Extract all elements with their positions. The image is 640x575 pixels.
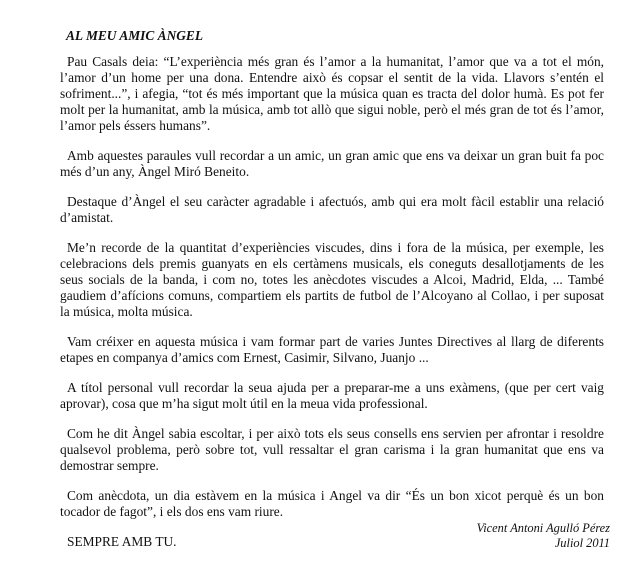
closing-line: SEMPRE AMB TU. <box>67 534 177 549</box>
paragraph-experiences: Me’n recorde de la quantitat d’experiències viscudes, dins i fora de la música, per exemple, les celebracions dels premis guanyats en els certàmens musicals, els coneguts desallotjaments de les seus socials de la banda, i com no, totes les anècdotes viscudes a Alcoi, Madrid, Elda, ... També gaudiem d’afícions comuns, compartiem els partits de futbol de l’Alcoyano al Collao, i per suposat la música, molta música. <box>60 240 604 319</box>
paragraph-anecdote: Com anècdota, un dia estàvem en la música i Angel va dir “És un bon xicot perquè és un bon tocador de fagot”, i els dos ens vam riure. <box>60 488 604 519</box>
paragraph-pau-casals-quote: Pau Casals deia: “L’experiència més gran és l’amor a la humanitat, l’amor que va a tot el món, l’amor d’un home per una dona. Entendre això és copsar el sentit de la vida. Llavors s’entén el sofriment...”, i afegia, “tot és més important que la música quan es tracta del dolor humà. Es pot fer molt per la humanitat, amb la música, amb tot allò que sigui noble, però el més gran de tot és l’amor, l’amor pels éssers humans”. <box>60 54 604 133</box>
paragraph-remembering-friend: Amb aquestes paraules vull recordar a un amic, un gran amic que ens va deixar un gran buit fa poc més d’un any, Àngel Miró Beneito. <box>60 148 604 179</box>
paragraph-character: Destaque d’Àngel el seu caràcter agradable i afectuós, amb qui era molt fàcil establir una relació d’amistat. <box>60 194 604 225</box>
paragraph-growing-up: Vam créixer en aquesta música i vam formar part de varies Juntes Directives al llarg de diferents etapes en companya d’amics com Ernest, Casimir, Silvano, Juanjo ... <box>60 334 604 365</box>
signature-name: Vicent Antoni Agulló Pérez <box>476 521 610 535</box>
signature-date: Juliol 2011 <box>554 536 610 550</box>
document-title: AL MEU AMIC ÀNGEL <box>66 28 204 43</box>
signature-block <box>477 521 610 551</box>
paragraph-personal-help: A títol personal vull recordar la seua ajuda per a preparar-me a uns exàmens, (que per cert vaig aprovar), cosa que m’ha sigut molt útil en la meua vida professional. <box>60 380 604 411</box>
paragraph-listening: Com he dit Àngel sabia escoltar, i per això tots els seus consells ens servien per afrontar i resoldre qualsevol problema, però sobre tot, vull ressaltar el gran carisma i la gran humanitat que ens va demostrar sempre. <box>60 426 604 473</box>
